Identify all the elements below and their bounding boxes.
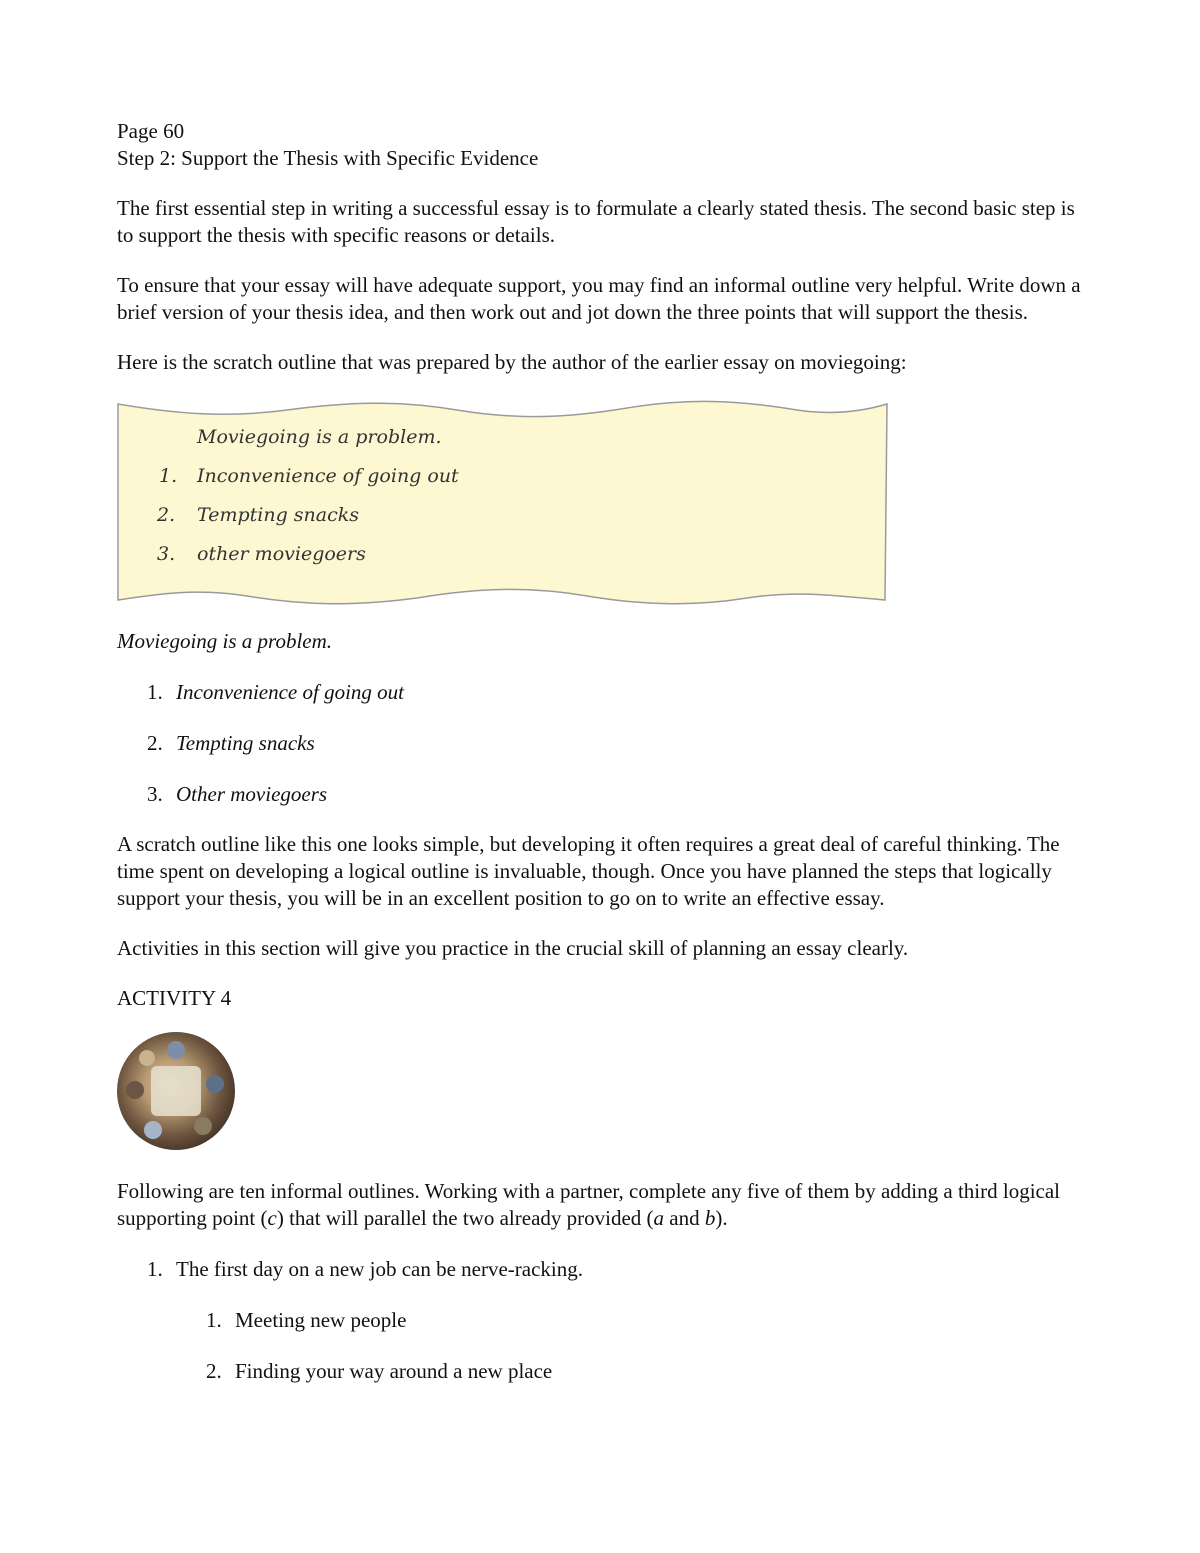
list-number: 1. <box>147 680 163 704</box>
list-number: 2. <box>206 1359 222 1383</box>
outline-title: Moviegoing is a problem. <box>117 629 333 653</box>
scratch-outline-figure <box>117 400 889 606</box>
list-number: 1. <box>206 1308 222 1332</box>
document-page <box>117 118 1087 1385</box>
list-number: 1. <box>147 1257 163 1281</box>
paragraph-thesis-intro: The first essential step in writing a successful essay is to formulate a clearly stated thesis. The second basic step is to support the thesis with specific reasons or details. <box>117 196 1075 247</box>
list-text: Inconvenience of going out <box>176 680 405 704</box>
list-text: Finding your way around a new place <box>235 1359 553 1383</box>
people-at-table-icon <box>117 1032 235 1150</box>
figure-title: Moviegoing is a problem. <box>197 426 442 448</box>
list-text: Other moviegoers <box>176 782 328 806</box>
list-number: 3. <box>147 782 163 806</box>
figure-item-text: other moviegoers <box>197 543 366 565</box>
list-item <box>117 730 1087 757</box>
group-work-photo <box>117 1032 235 1150</box>
list-item <box>117 1307 1087 1334</box>
figure-item-text: Inconvenience of going out <box>197 465 459 487</box>
figure-item-number: 1. <box>159 465 178 487</box>
paragraph-activities-intro: Activities in this section will give you practice in the crucial skill of planning an essay clearly. <box>117 936 909 960</box>
activity-outline-list <box>117 1256 1087 1283</box>
paragraph-scratch-intro: Here is the scratch outline that was prepared by the author of the earlier essay on moviegoing: <box>117 350 907 374</box>
list-number: 2. <box>147 731 163 755</box>
figure-item-number: 2. <box>157 504 176 526</box>
figure-item-number: 3. <box>157 543 176 565</box>
list-text: Meeting new people <box>235 1308 407 1332</box>
activity-label: ACTIVITY 4 <box>117 986 232 1010</box>
list-item <box>117 1256 1087 1283</box>
paragraph-scratch-explanation: A scratch outline like this one looks simple, but developing it often requires a great deal of careful thinking. The time spent on developing a logical outline is invaluable, though. Once you have planned the steps that logically support your thesis, you will be in an excellent position to go on to write an effective essay. <box>117 832 1060 910</box>
list-item <box>117 1358 1087 1385</box>
paragraph-outline-advice: To ensure that your essay will have adequate support, you may find an informal outline very helpful. Write down a brief version of your thesis idea, and then work out and jot down the three points that will support the thesis. <box>117 273 1081 324</box>
outline-list <box>117 679 1087 808</box>
activity-sub-list <box>117 1307 1087 1385</box>
list-text: The first day on a new job can be nerve-racking. <box>176 1257 583 1281</box>
list-text: Tempting snacks <box>176 731 315 755</box>
list-item <box>117 781 1087 808</box>
figure-item-text: Tempting snacks <box>197 504 359 526</box>
page-number: Page 60 <box>117 119 185 143</box>
activity-instructions: Following are ten informal outlines. Working with a partner, complete any five of them by adding a third logical supporting point (c) that will parallel the two already provided (a and b). <box>117 1179 1061 1230</box>
section-heading: Step 2: Support the Thesis with Specific Evidence <box>117 146 539 170</box>
list-item <box>117 679 1087 706</box>
